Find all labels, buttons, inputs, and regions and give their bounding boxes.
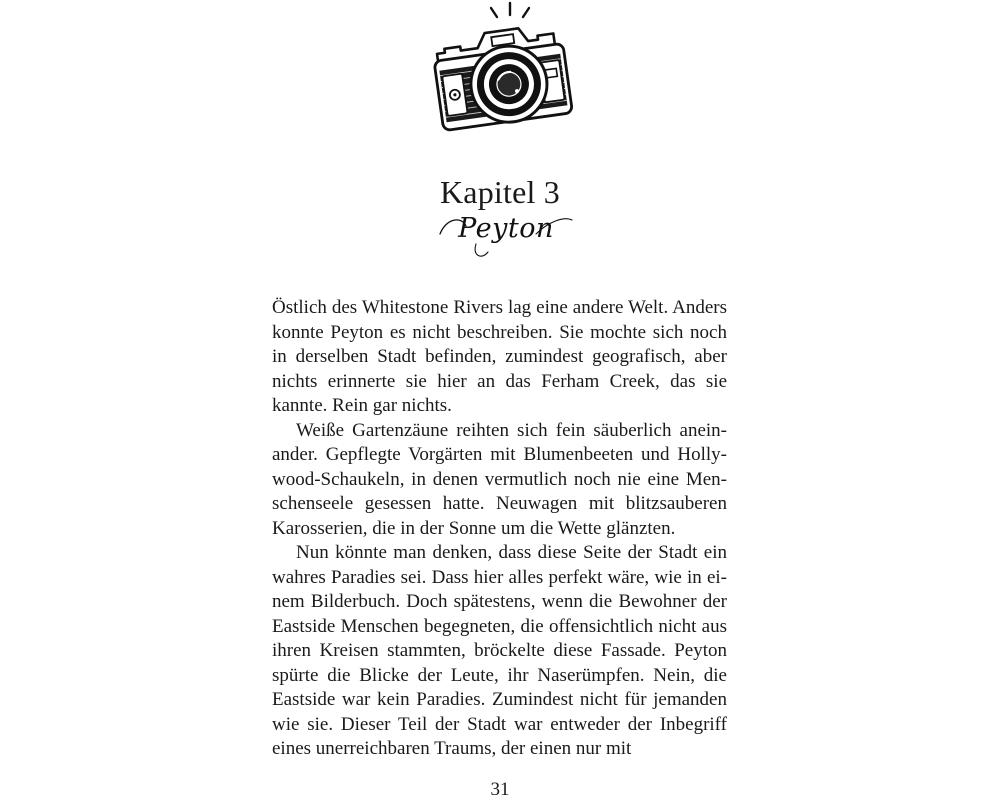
chapter-title: Kapitel 3 [440,174,560,210]
paragraph: Östlich des Whitestone Rivers lag eine andere Welt. Anders konnte Peyton es nicht beschreiben. Sie mochte sich noch in derselben Stadt befinden, zumindest geografisch, aber nichts erinnerte sie hier an das Ferham Creek, das sie kannte. Rein gar nichts. [272,297,727,416]
chapter-name: Peyton [458,213,554,244]
page-number: 31 [490,779,510,800]
paragraph: Nun könnte man denken, dass diese Seite der Stadt ein wahres Paradies sei. Dass hier alles perfekt wäre, wie in einem Bilderbuch. Doch spätestens, wenn die Bewohner der Eastside Menschen begegneten, die offensichtlich nicht aus ihren Kreisen stammten, bröckelte diese Fassade. Peyton spürte die Blicke der Leute, ihr Naserümpfen. Nein, die Eastside war kein Paradies. Zumindest nicht für jemanden wie sie. Dieser Teil der Stadt war entweder der Inbegriff eines unerreichbaren Traums, der einen nur mit [272,542,727,759]
paragraph: Weiße Gartenzäune reihten sich fein säuberlich aneinander. Gepflegte Vorgärten mit Blumenbeeten und Hollywood-Schaukeln, in denen vermutlich noch nie eine Menschenseele gesessen hatte. Neuwagen mit blitzsauberen Karosserien, die in der Sonne um die Wette glänzten. [272,419,727,539]
body-text [272,296,727,762]
camera-icon [420,0,585,140]
chapter-name-block [436,206,576,262]
